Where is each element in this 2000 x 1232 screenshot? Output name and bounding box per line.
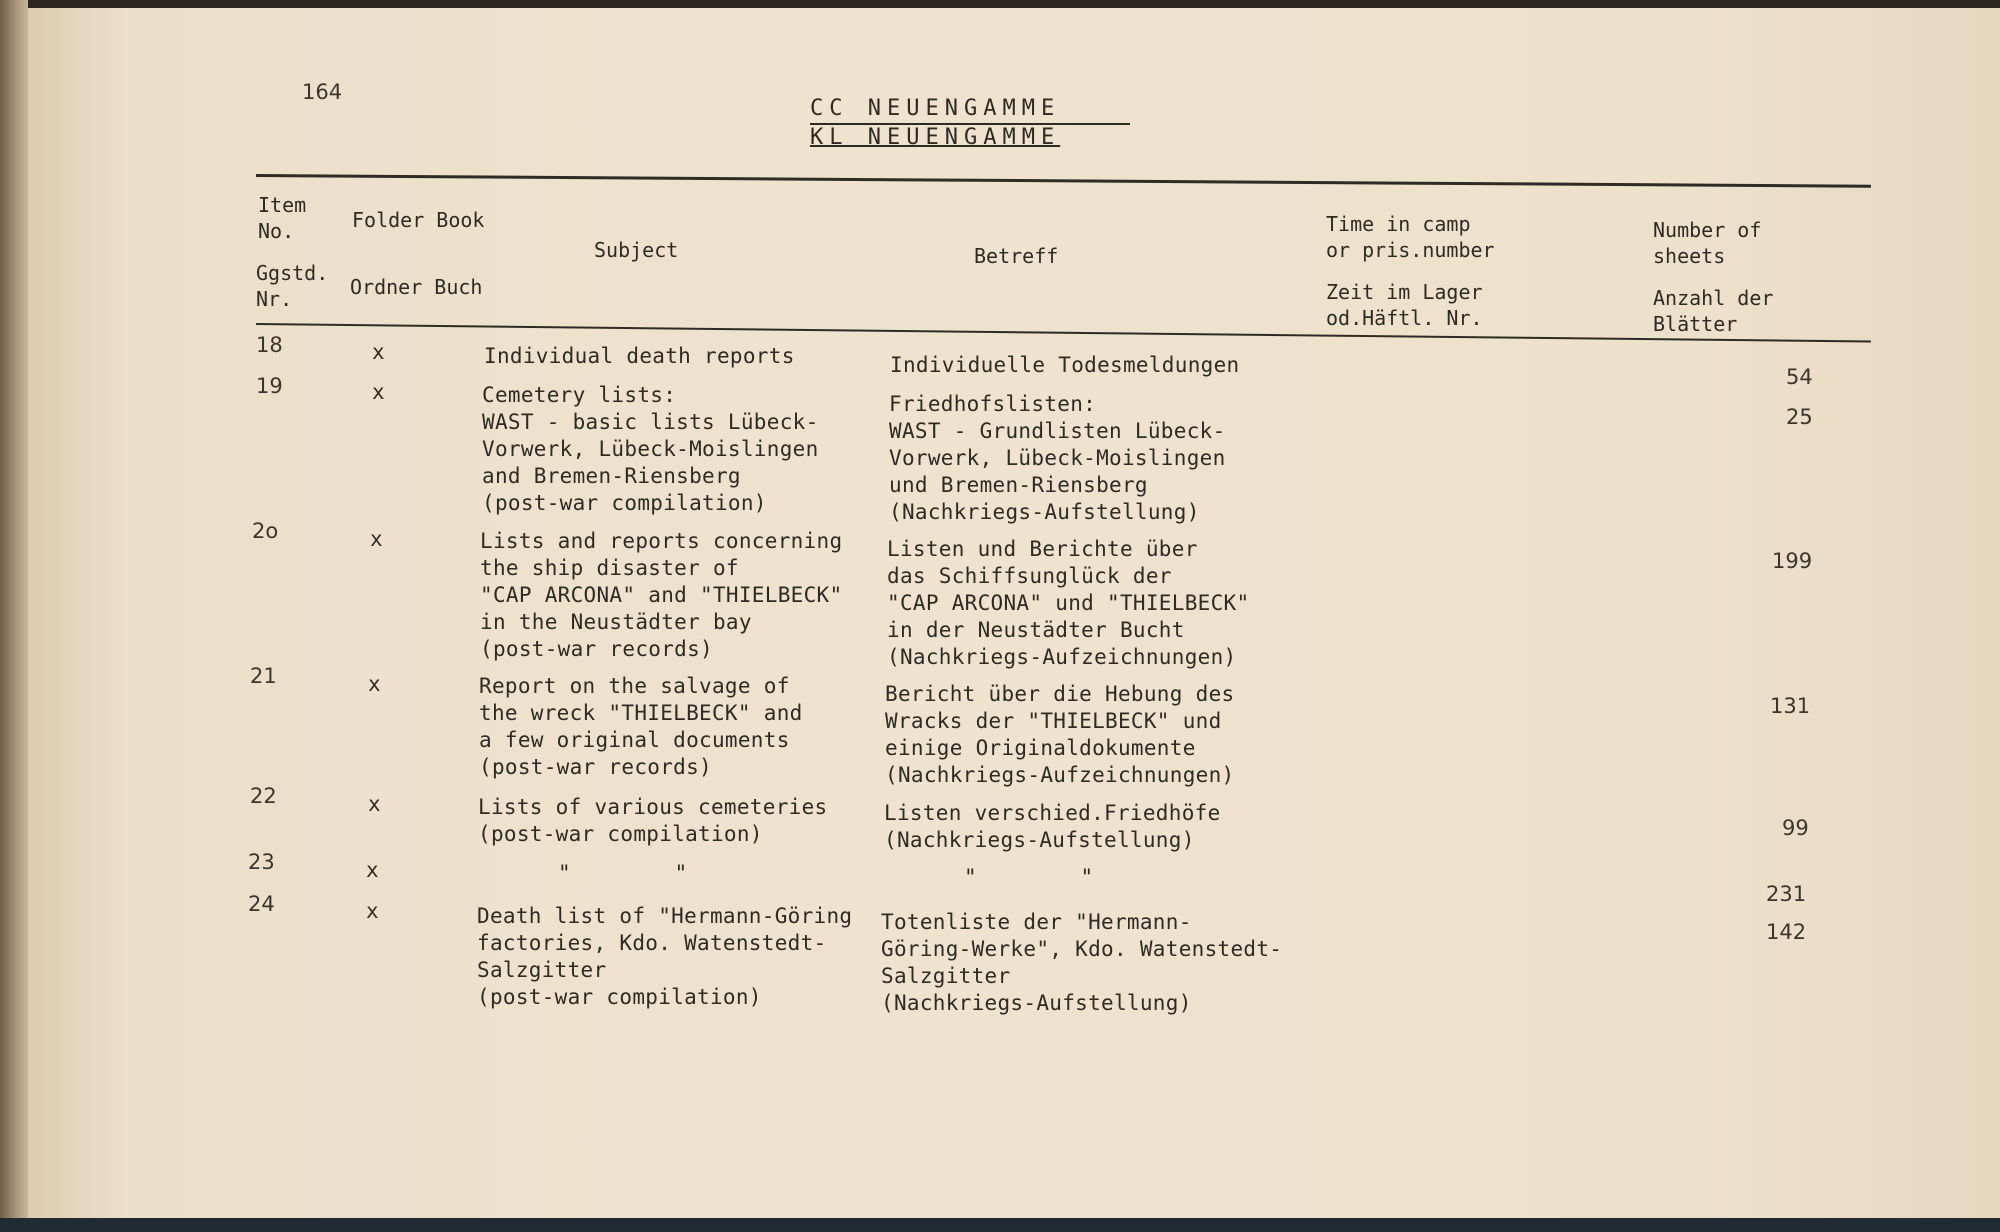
row-folder-mark: x	[366, 858, 379, 882]
row-folder-mark: x	[372, 380, 385, 404]
row-betreff: Bericht über die Hebung des Wracks der "THIELBECK" und einige Originaldokumente (Nachkriegs-Aufzeichnungen)	[885, 682, 1235, 787]
row-item-number: 22	[250, 784, 277, 808]
row-betreff: Listen und Berichte über das Schiffsunglück der "CAP ARCONA" und "THIELBECK" in der Neustädter Bucht (Nachkriegs-Aufzeichnungen)	[887, 537, 1250, 669]
row-subject: Cemetery lists: WAST - basic lists Lübeck- Vorwerk, Lübeck-Moislingen and Bremen-Riensberg (post-war compilation)	[482, 383, 819, 515]
header-time-in-camp: Time in camp or pris.number	[1326, 212, 1495, 262]
book-spine	[0, 0, 28, 1232]
sheet-count: 131	[1770, 694, 1811, 718]
row-betreff-ditto: " "	[964, 865, 1094, 889]
sheet-count: 54	[1786, 365, 1813, 389]
row-betreff: Listen verschied.Friedhöfe (Nachkriegs-Aufstellung)	[884, 801, 1221, 852]
row-item-number: 18	[256, 333, 283, 357]
scan-background-strip	[0, 1218, 2000, 1232]
row-folder-mark: x	[372, 340, 385, 364]
page-number: 164	[302, 80, 343, 104]
header-item-no: Item No.	[258, 193, 307, 243]
header-betreff: Betreff	[974, 244, 1059, 268]
row-item-number: 23	[248, 850, 275, 874]
row-subject: Individual death reports	[484, 344, 795, 368]
row-subject: Death list of "Hermann-Göring factories, Kdo. Watenstedt- Salzgitter (post-war compilation)	[477, 904, 853, 1009]
row-item-number: 21	[250, 664, 277, 688]
sheet-count: 99	[1782, 816, 1809, 840]
row-subject: Report on the salvage of the wreck "THIELBECK" and a few original documents (post-war records)	[479, 674, 803, 779]
row-betreff: Individuelle Todesmeldungen	[890, 353, 1240, 377]
header-number-of-sheets: Number of sheets	[1653, 218, 1762, 268]
document-title	[810, 96, 1130, 151]
header-ordner-buch: Ordner Buch	[350, 275, 483, 299]
row-folder-mark: x	[368, 672, 381, 696]
sheet-count: 199	[1772, 549, 1813, 573]
row-folder-mark: x	[366, 899, 379, 923]
row-item-number: 24	[248, 892, 275, 916]
header-folder-book: Folder Book	[352, 208, 485, 232]
sheet-count: 142	[1766, 920, 1807, 944]
row-subject-ditto: " "	[558, 861, 688, 885]
sheet-count: 25	[1786, 405, 1813, 429]
title-line-german: KL NEUENGAMME	[810, 125, 1061, 150]
sheet-count: 231	[1766, 882, 1807, 906]
header-zeit-im-lager: Zeit im Lager od.Häftl. Nr.	[1326, 280, 1483, 330]
header-subject: Subject	[594, 238, 679, 262]
row-folder-mark: x	[370, 527, 383, 551]
header-ggstd-nr: Ggstd. Nr.	[256, 261, 329, 311]
row-folder-mark: x	[368, 792, 381, 816]
row-betreff: Totenliste der "Hermann- Göring-Werke", Kdo. Watenstedt- Salzgitter (Nachkriegs-Aufstellung)	[881, 910, 1283, 1015]
header-anzahl-der-blaetter: Anzahl der Blätter	[1653, 286, 1774, 336]
row-subject: Lists of various cemeteries (post-war compilation)	[478, 795, 828, 846]
row-betreff: Friedhofslisten: WAST - Grundlisten Lübeck- Vorwerk, Lübeck-Moislingen und Bremen-Riensberg (Nachkriegs-Aufstellung)	[889, 392, 1226, 524]
title-line-english: CC NEUENGAMME	[810, 96, 1130, 125]
row-item-number: 19	[256, 374, 283, 398]
row-subject: Lists and reports concerning the ship disaster of "CAP ARCONA" and "THIELBECK" in the Neustädter bay (post-war records)	[480, 529, 843, 661]
row-item-number: 2o	[252, 519, 279, 543]
